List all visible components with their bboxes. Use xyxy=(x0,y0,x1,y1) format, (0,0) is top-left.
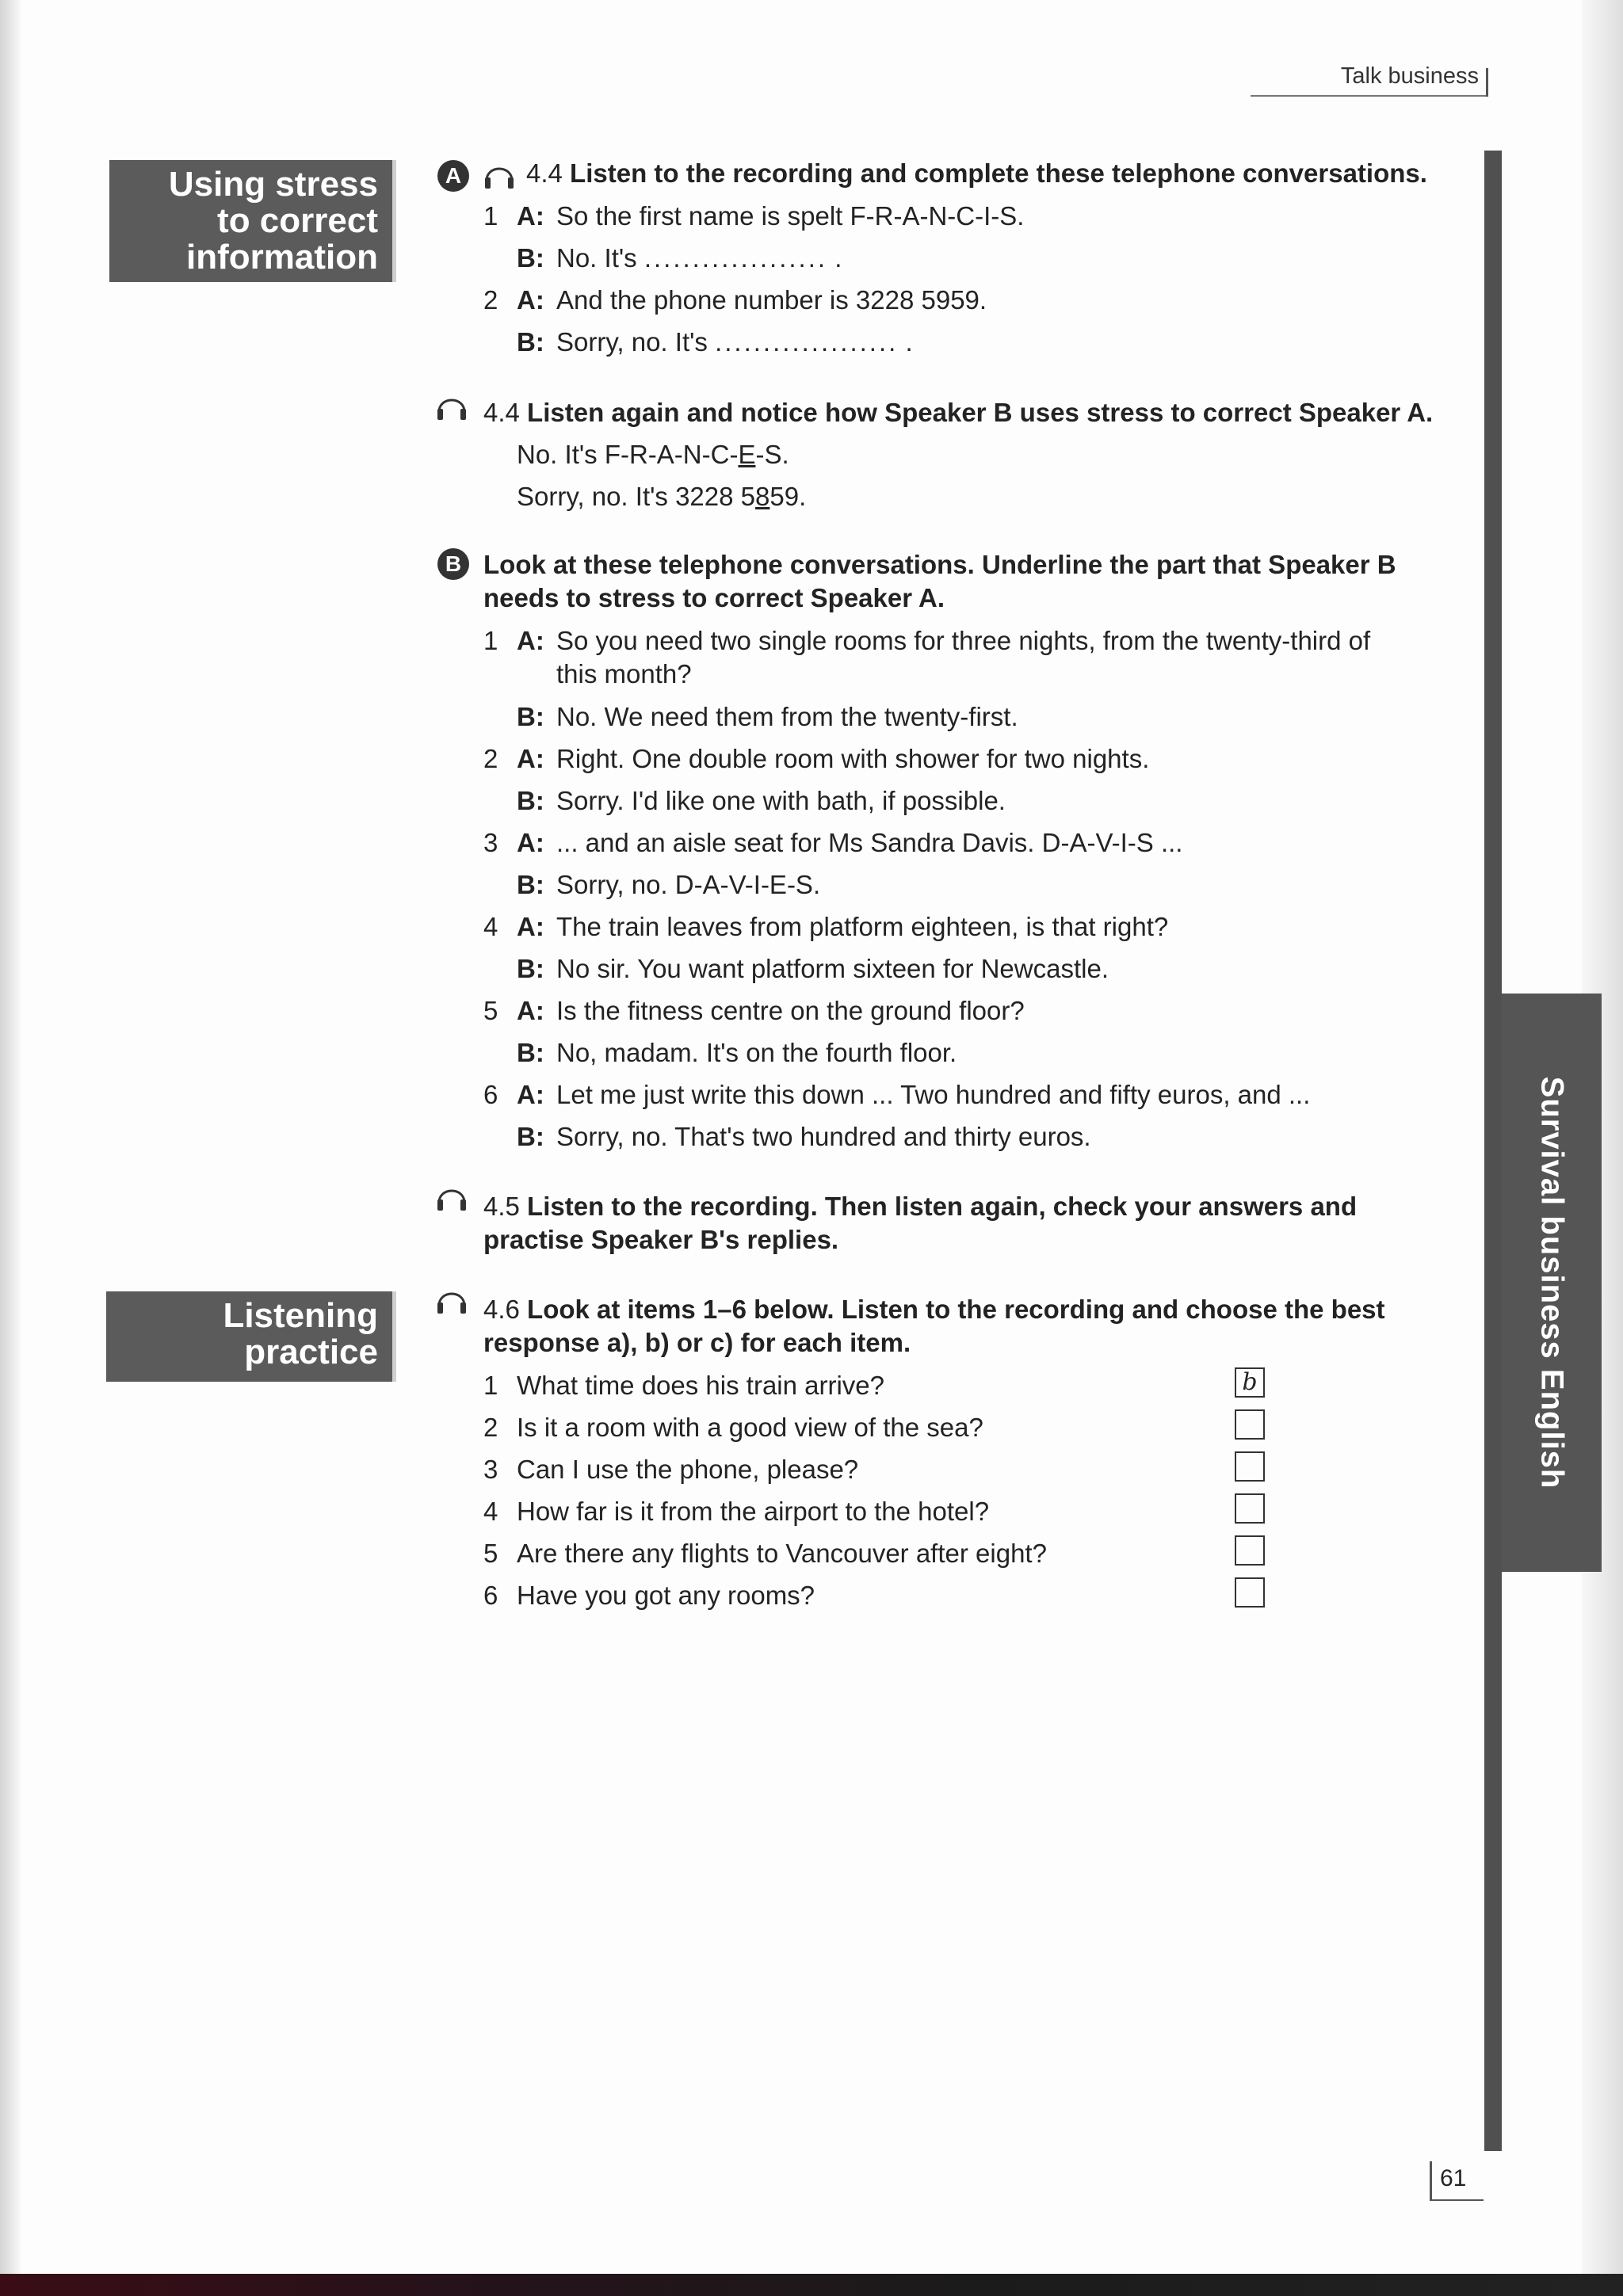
listening-instruction-line1 xyxy=(483,1295,1385,1325)
exercise-b-item-3-a xyxy=(483,828,1182,858)
item-number: 6 xyxy=(483,1581,498,1610)
instruction-text: Listen to the recording. Then listen again, check your answers and xyxy=(527,1192,1358,1221)
exercise-b-item-4-b xyxy=(517,954,1109,984)
speaker-line: The train leaves from platform eighteen, is that right? xyxy=(556,912,1169,941)
stress-example-1 xyxy=(517,440,789,470)
speaker-line: So the first name is spelt F-R-A-N-C-I-S. xyxy=(556,201,1025,231)
speaker-line[interactable]: No sir. You want platform sixteen for Newcastle. xyxy=(556,954,1109,983)
listening-item xyxy=(483,1497,989,1527)
speaker-line: Sorry, no. It's xyxy=(556,327,708,357)
item-number: 1 xyxy=(483,626,498,655)
instruction-text: Listen to the recording and complete these telephone conversations. xyxy=(570,158,1427,188)
speaker-label: A: xyxy=(517,744,544,773)
speaker-label: B: xyxy=(517,786,544,815)
running-head-text: Talk business xyxy=(1340,63,1479,89)
speaker-label: B: xyxy=(517,1122,544,1151)
exercise-a-item-1-a xyxy=(483,201,1024,231)
example-text: 59. xyxy=(769,482,807,511)
speaker-label: B: xyxy=(517,870,544,899)
thumb-index-bar xyxy=(1484,151,1502,2151)
side-label-line: practice xyxy=(244,1333,378,1371)
exercise-b-item-4-a xyxy=(483,912,1168,942)
followup-instruction-line1 xyxy=(483,1192,1357,1222)
listening-item xyxy=(483,1371,884,1401)
exercise-a-badge: A xyxy=(437,160,469,192)
exercise-b-item-3-b xyxy=(517,870,820,900)
item-number: 3 xyxy=(483,1455,498,1484)
headphones-icon xyxy=(434,388,469,423)
speaker-label: B: xyxy=(517,954,544,983)
headphones-icon xyxy=(434,1179,469,1214)
speaker-line: No. It's xyxy=(556,243,637,273)
item-text: Can I use the phone, please? xyxy=(517,1455,859,1484)
speaker-line[interactable]: No, madam. It's on the fourth floor. xyxy=(556,1038,957,1067)
item-number: 2 xyxy=(483,744,498,773)
answer-box[interactable]: b xyxy=(1235,1367,1265,1398)
item-text: What time does his train arrive? xyxy=(517,1371,885,1400)
exercise-a-item-2-a xyxy=(483,285,987,315)
example-text: No. It's F-R-A-N-C- xyxy=(517,440,739,469)
speaker-label: A: xyxy=(517,1080,544,1109)
instruction-text: Listen again and notice how Speaker B uses stress to correct Speaker A. xyxy=(527,398,1434,427)
thumb-index-label: Survival business English xyxy=(1534,1076,1570,1489)
exercise-b-item-1-a xyxy=(483,626,1370,656)
exercise-a-instruction xyxy=(526,158,1427,189)
answer-box[interactable] xyxy=(1235,1493,1265,1524)
speaker-line: Right. One double room with shower for two nights. xyxy=(556,744,1150,773)
page-number: 61 xyxy=(1430,2161,1484,2201)
exercise-b-item-1-b xyxy=(517,702,1018,732)
speaker-line: And the phone number is 3228 5959. xyxy=(556,285,987,315)
answer-blank[interactable]: ................... xyxy=(643,243,828,273)
speaker-label: A: xyxy=(517,285,544,315)
item-number: 6 xyxy=(483,1080,498,1109)
listening-item xyxy=(483,1539,1047,1569)
listening-item xyxy=(483,1455,858,1485)
example-text: -S. xyxy=(755,440,789,469)
thumb-index-tab xyxy=(1502,994,1602,1572)
instruction-text: Look at items 1–6 below. Listen to the recording and choose the best xyxy=(527,1295,1385,1324)
speaker-label: A: xyxy=(517,996,544,1025)
item-number: 1 xyxy=(483,1371,498,1400)
track-number: 4.6 xyxy=(483,1295,520,1324)
headphones-icon xyxy=(434,1282,469,1317)
exercise-a-item-2-b: B: Sorry, no. It's ................... . xyxy=(517,327,913,357)
stress-example-2 xyxy=(517,482,806,512)
side-label-using-stress xyxy=(109,160,396,282)
example-text: Sorry, no. It's 3228 5 xyxy=(517,482,756,511)
stressed-part: 8 xyxy=(755,482,770,511)
stressed-part: E xyxy=(738,440,756,469)
item-number: 3 xyxy=(483,828,498,857)
side-label-line: information xyxy=(186,238,378,277)
speaker-line[interactable]: Sorry, no. D-A-V-I-E-S. xyxy=(556,870,821,899)
speaker-line[interactable]: Sorry, no. That's two hundred and thirty euros. xyxy=(556,1122,1091,1151)
exercise-b-item-6-b xyxy=(517,1122,1091,1152)
item-number: 5 xyxy=(483,996,498,1025)
speaker-label: B: xyxy=(517,243,544,273)
listening-item xyxy=(483,1413,983,1443)
speaker-line[interactable]: Sorry. I'd like one with bath, if possible. xyxy=(556,786,1006,815)
running-head xyxy=(1251,63,1488,97)
listening-instruction-line2: response a), b) or c) for each item. xyxy=(483,1328,911,1357)
side-label-line: to correct xyxy=(217,201,378,240)
headphones-icon xyxy=(482,157,517,192)
running-head-tick xyxy=(1486,68,1488,97)
side-label-listening-practice xyxy=(106,1291,396,1382)
answer-box[interactable] xyxy=(1235,1451,1265,1482)
exercise-b-item-6-a xyxy=(483,1080,1310,1110)
exercise-a-item-1-b: B: No. It's ................... . xyxy=(517,243,842,273)
listen-again-instruction xyxy=(483,398,1433,428)
item-number: 2 xyxy=(483,285,498,315)
speaker-label: A: xyxy=(517,912,544,941)
track-number: 4.5 xyxy=(483,1192,520,1221)
exercise-b-item-2-a xyxy=(483,744,1149,774)
exercise-b-instruction-line2: needs to stress to correct Speaker A. xyxy=(483,583,945,612)
item-number: 4 xyxy=(483,1497,498,1526)
answer-blank[interactable]: ................... xyxy=(715,327,899,357)
item-text: Is it a room with a good view of the sea? xyxy=(517,1413,983,1442)
answer-box[interactable] xyxy=(1235,1535,1265,1566)
speaker-label: A: xyxy=(517,828,544,857)
exercise-b-badge: B xyxy=(437,548,469,580)
item-text: How far is it from the airport to the hotel? xyxy=(517,1497,990,1526)
speaker-label: B: xyxy=(517,1038,544,1067)
side-label-line: Using stress xyxy=(168,165,378,204)
speaker-line: So you need two single rooms for three nights, from the twenty-third of xyxy=(556,626,1371,655)
speaker-line: ... and an aisle seat for Ms Sandra Davis. D-A-V-I-S ... xyxy=(556,828,1183,857)
item-number: 5 xyxy=(483,1539,498,1568)
listening-item xyxy=(483,1581,815,1611)
exercise-b-item-5-a xyxy=(483,996,1025,1026)
speaker-label: B: xyxy=(517,327,544,357)
speaker-line: Let me just write this down ... Two hundred and fifty euros, and ... xyxy=(556,1080,1311,1109)
speaker-line: Is the fitness centre on the ground floor? xyxy=(556,996,1025,1025)
track-number: 4.4 xyxy=(483,398,520,427)
item-text: Have you got any rooms? xyxy=(517,1581,815,1610)
track-number: 4.4 xyxy=(526,158,563,188)
exercise-b-item-2-b xyxy=(517,786,1006,816)
item-text: Are there any flights to Vancouver after eight? xyxy=(517,1539,1047,1568)
speaker-label: A: xyxy=(517,626,544,655)
answer-box[interactable] xyxy=(1235,1577,1265,1608)
followup-instruction-line2: practise Speaker B's replies. xyxy=(483,1225,839,1254)
speaker-label: B: xyxy=(517,702,544,731)
speaker-label: A: xyxy=(517,201,544,231)
answer-box[interactable] xyxy=(1235,1409,1265,1440)
item-number: 1 xyxy=(483,201,498,231)
speaker-line[interactable]: No. We need them from the twenty-first. xyxy=(556,702,1018,731)
side-label-line: Listening xyxy=(223,1296,378,1335)
exercise-b-instruction-line1: Look at these telephone conversations. Underline the part that Speaker B xyxy=(483,550,1396,579)
exercise-b-item-1-a-cont: this month? xyxy=(556,659,692,688)
item-number: 2 xyxy=(483,1413,498,1442)
item-number: 4 xyxy=(483,912,498,941)
exercise-b-item-5-b xyxy=(517,1038,957,1068)
